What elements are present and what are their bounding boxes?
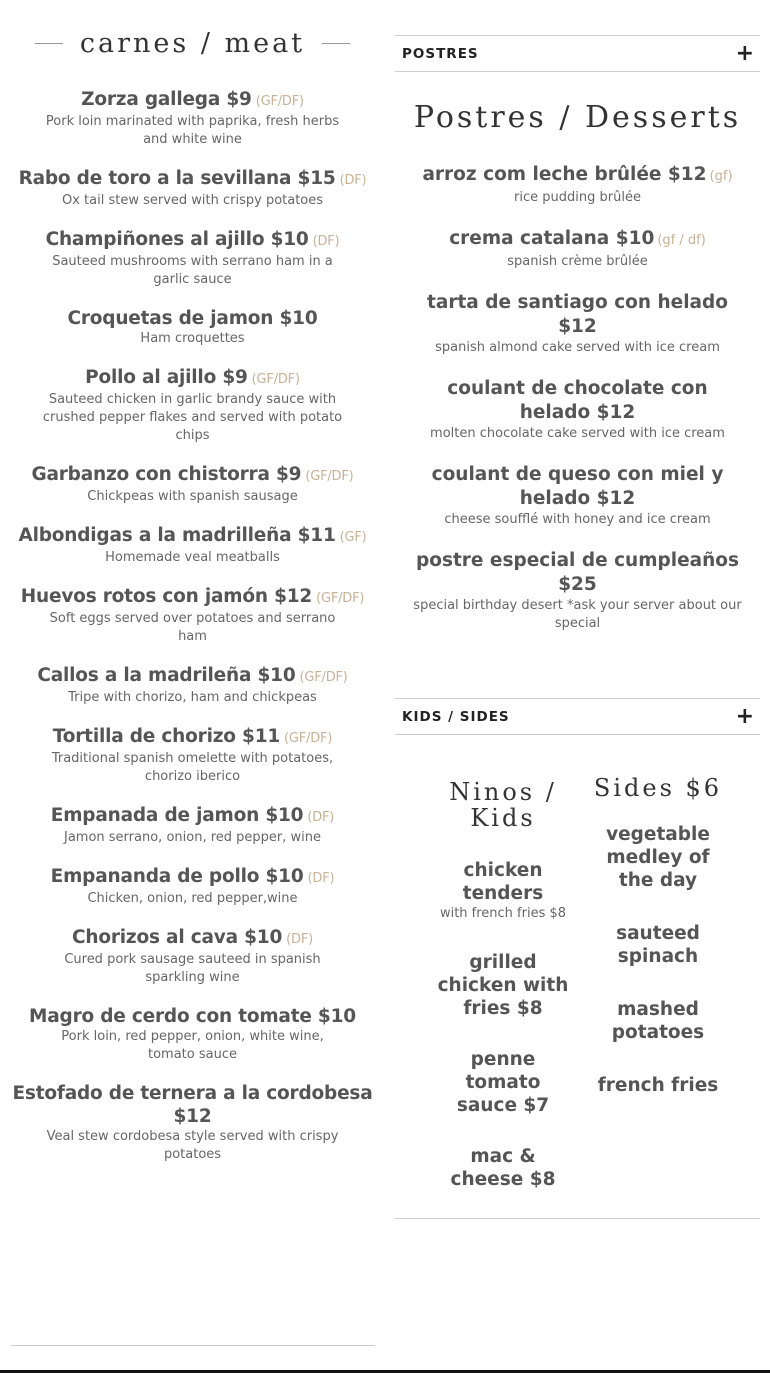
item-name-text: Albondigas a la madrilleña $11 <box>18 525 336 546</box>
item-name <box>10 725 375 750</box>
diet-tag: (GF/DF) <box>316 591 365 606</box>
item-name-text: Chorizos al cava $10 <box>71 927 283 948</box>
diet-tag: (DF) <box>339 173 367 188</box>
menu-item <box>10 865 375 908</box>
item-name-text: tarta de santiago con helado $12 <box>427 292 728 337</box>
item-name-text: arroz com leche brûlée $12 <box>422 164 707 185</box>
diet-tag: (gf) <box>709 169 733 184</box>
menu-item <box>10 307 375 348</box>
expand-plus-icon[interactable]: + <box>735 40 754 66</box>
item-name <box>10 1005 375 1028</box>
item-name <box>10 585 375 610</box>
desserts-list <box>395 163 760 653</box>
divider <box>10 1345 375 1346</box>
menu-item <box>10 804 375 847</box>
item-name <box>10 664 375 689</box>
item-name-text: Tortilla de chorizo $11 <box>52 726 281 747</box>
item-name-text: Croquetas de jamon $10 <box>67 308 318 329</box>
diet-tag: (GF/DF) <box>305 469 354 484</box>
side-item: vegetable medley of the day <box>606 824 710 891</box>
item-name-text: Huevos rotos con jamón $12 <box>20 586 313 607</box>
sides-list <box>593 823 723 1097</box>
item-name <box>10 865 375 890</box>
item-name: chicken tenders <box>462 860 544 904</box>
item-description: Soft eggs served over potatoes and serrano ham <box>49 611 336 644</box>
menu-item <box>10 585 375 646</box>
item-description: rice pudding brûlée <box>514 190 641 205</box>
dessert-item <box>395 463 760 529</box>
kids-item <box>433 859 573 923</box>
item-description: special birthday desert *ask your server about our special <box>413 598 742 631</box>
item-name-text: coulant de chocolate con helado $12 <box>447 378 708 423</box>
item-description: Ham croquettes <box>140 331 245 346</box>
sides-title: Sides $6 <box>593 774 723 802</box>
diet-tag: (GF) <box>339 530 367 545</box>
meat-header <box>10 28 375 59</box>
menu-item <box>10 664 375 707</box>
item-name-text: Rabo de toro a la sevillana $15 <box>18 168 336 189</box>
item-name <box>10 307 375 330</box>
item-name <box>395 227 760 253</box>
sides-column <box>593 775 723 1127</box>
side-item: french fries <box>597 1075 719 1096</box>
menu-item <box>10 366 375 445</box>
item-description: Cured pork sausage sauteed in spanish sparkling wine <box>64 952 321 985</box>
item-description: Sauteed mushrooms with serrano ham in a garlic sauce <box>52 254 333 287</box>
diet-tag: (gf / df) <box>657 233 706 248</box>
item-name-text: coulant de queso con miel y helado $12 <box>431 464 724 509</box>
item-name <box>10 524 375 549</box>
menu-item <box>10 463 375 506</box>
postres-label: POSTRES <box>402 45 479 62</box>
diet-tag: (GF/DF) <box>255 94 304 109</box>
item-name-text: Estofado de ternera a la cordobesa $12 <box>12 1083 373 1127</box>
item-name-text: postre especial de cumpleaños $25 <box>416 550 739 595</box>
item-description: spanish crème brûlée <box>507 254 648 269</box>
kids-list <box>433 859 573 1191</box>
kids-column <box>433 779 573 1219</box>
dessert-item <box>395 291 760 357</box>
meat-title: carnes / meat <box>79 28 306 59</box>
item-name <box>395 377 760 425</box>
item-name: grilled chicken with fries $8 <box>437 952 569 1019</box>
item-name <box>10 1082 375 1128</box>
item-name-text: Empananda de pollo $10 <box>50 866 304 887</box>
item-description: molten chocolate cake served with ice cream <box>430 426 725 441</box>
item-description: Pork loin, red pepper, onion, white wine, tomato sauce <box>61 1029 324 1062</box>
diet-tag: (DF) <box>286 932 313 947</box>
item-name <box>10 167 375 192</box>
item-name-text: Zorza gallega $9 <box>81 89 252 110</box>
menu-item <box>10 88 375 149</box>
expand-plus-icon[interactable]: + <box>735 703 754 729</box>
side-item: mashed potatoes <box>611 999 705 1043</box>
diet-tag: (DF) <box>312 234 340 249</box>
item-name <box>10 366 375 391</box>
divider <box>395 1218 760 1219</box>
item-name <box>395 549 760 597</box>
right-column <box>395 0 760 1373</box>
item-description: spanish almond cake served with ice cream <box>435 340 720 355</box>
item-description: Tripe with chorizo, ham and chickpeas <box>68 690 317 705</box>
item-name <box>10 228 375 253</box>
item-description: Chickpeas with spanish sausage <box>87 489 298 504</box>
item-name <box>395 163 760 189</box>
item-name <box>10 926 375 951</box>
diet-tag: (GF/DF) <box>251 372 300 387</box>
menu-item <box>10 167 375 210</box>
item-name: mac & cheese $8 <box>450 1146 556 1190</box>
item-name: penne tomato sauce $7 <box>456 1049 550 1116</box>
item-description: with french fries $8 <box>439 906 567 921</box>
diet-tag: (DF) <box>307 871 335 886</box>
item-name-text: crema catalana $10 <box>449 228 655 249</box>
meat-items-list <box>10 88 375 1182</box>
item-name <box>10 88 375 113</box>
item-name-text: Pollo al ajillo $9 <box>85 367 248 388</box>
item-name <box>395 463 760 511</box>
diet-tag: (DF) <box>307 810 335 825</box>
dessert-item <box>395 227 760 271</box>
menu-item <box>10 228 375 289</box>
item-name-text: Garbanzo con chistorra $9 <box>31 464 302 485</box>
divider <box>35 43 63 44</box>
item-description: Sauteed chicken in garlic brandy sauce with crushed pepper flakes and served with potato chips <box>42 392 343 443</box>
item-name-text: Champiñones al ajillo $10 <box>45 229 309 250</box>
diet-tag: (GF/DF) <box>284 731 333 746</box>
menu-item <box>10 1005 375 1064</box>
item-description: Chicken, onion, red pepper,wine <box>87 891 298 906</box>
menu-item <box>10 524 375 567</box>
meat-section <box>10 0 375 1373</box>
kids-item <box>433 1048 573 1117</box>
dessert-item <box>395 377 760 443</box>
item-name-text: Empanada de jamon $10 <box>50 805 304 826</box>
item-name <box>10 804 375 829</box>
item-name-text: Callos a la madrileña $10 <box>37 665 296 686</box>
divider <box>322 43 350 44</box>
item-description: Jamon serrano, onion, red pepper, wine <box>64 830 321 845</box>
item-description: Ox tail stew served with crispy potatoes <box>61 193 324 208</box>
item-description: Homemade veal meatballs <box>105 550 280 565</box>
item-name <box>395 291 760 339</box>
kids-title: Ninos / Kids <box>449 778 557 832</box>
kids-item <box>433 951 573 1020</box>
kids-sides-label: KIDS / SIDES <box>402 708 510 725</box>
kids-sides-accordion-header[interactable] <box>395 698 760 735</box>
diet-tag: (GF/DF) <box>299 670 348 685</box>
item-description: Veal stew cordobesa style served with crispy potatoes <box>46 1129 339 1162</box>
menu-item <box>10 1082 375 1164</box>
item-description: Pork loin marinated with paprika, fresh herbs and white wine <box>45 114 340 147</box>
desserts-title: Postres / Desserts <box>413 100 742 135</box>
dessert-item <box>395 549 760 633</box>
item-description: Traditional spanish omelette with potatoes, chorizo iberico <box>51 751 334 784</box>
menu-item <box>10 926 375 987</box>
kids-item <box>433 1145 573 1191</box>
item-name <box>10 463 375 488</box>
menu-item <box>10 725 375 786</box>
side-item: sauteed spinach <box>616 923 700 967</box>
postres-accordion-header[interactable] <box>395 35 760 72</box>
dessert-item <box>395 163 760 207</box>
item-name-text: Magro de cerdo con tomate $10 <box>29 1006 356 1027</box>
item-description: cheese soufflé with honey and ice cream <box>444 512 711 527</box>
